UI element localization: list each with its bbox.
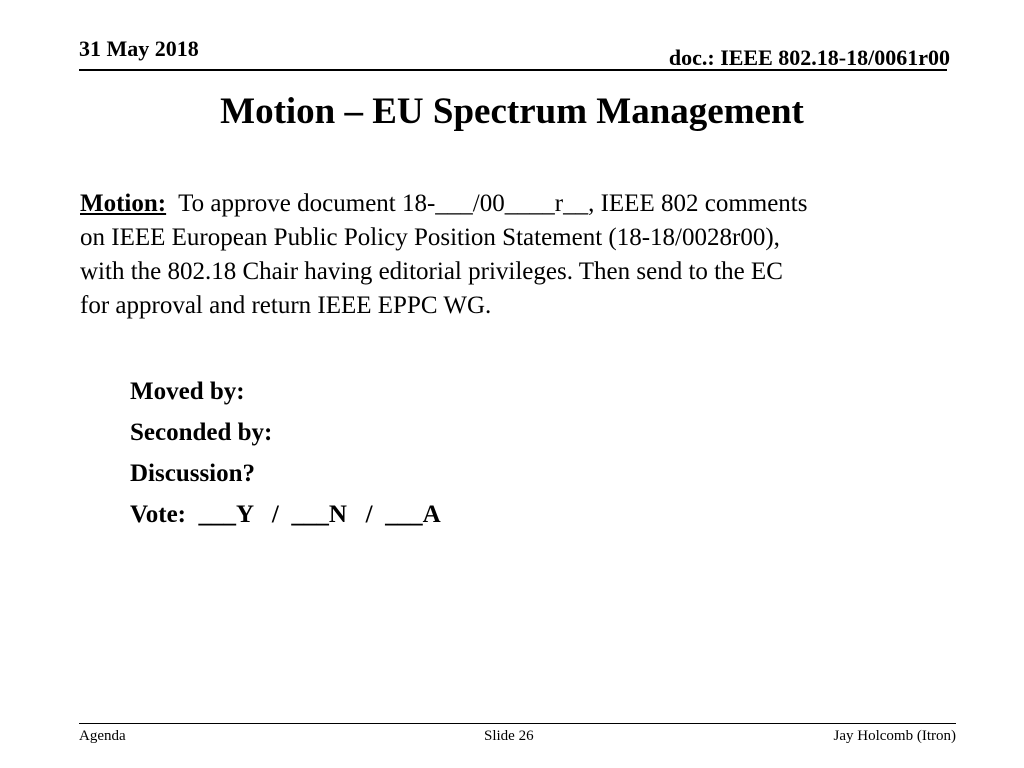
footer-slide-number: Slide 26 [484,728,534,744]
motion-line-2: on IEEE European Public Policy Position Statement (18-18/0028r00), [80,224,780,251]
footer-author: Jay Holcomb (Itron) [833,728,956,744]
motion-label: Motion: [80,190,167,217]
seconded-by-line: Seconded by: [130,419,273,446]
motion-text-1: To approve document 18-___/00____r__, IEEE 802 comments [178,190,808,217]
header-doc-id: doc.: IEEE 802.18-18/0061r00 [668,45,950,70]
motion-details [130,373,441,537]
motion-line-3: with the 802.18 Chair having editorial privileges. Then send to the EC [80,258,783,285]
slide-title: Motion – EU Spectrum Management [220,91,804,132]
motion-line-4: for approval and return IEEE EPPC WG. [80,292,492,319]
footer-left: Agenda [79,728,126,744]
header-date: 31 May 2018 [79,36,199,61]
discussion-line: Discussion? [130,460,256,487]
vote-line: Vote: ___Y / ___N / ___A [130,501,441,528]
footer-divider [79,723,956,724]
moved-by-line: Moved by: [130,378,245,405]
motion-line-1 [80,187,978,221]
header-divider [79,69,947,71]
motion-paragraph [80,187,978,323]
